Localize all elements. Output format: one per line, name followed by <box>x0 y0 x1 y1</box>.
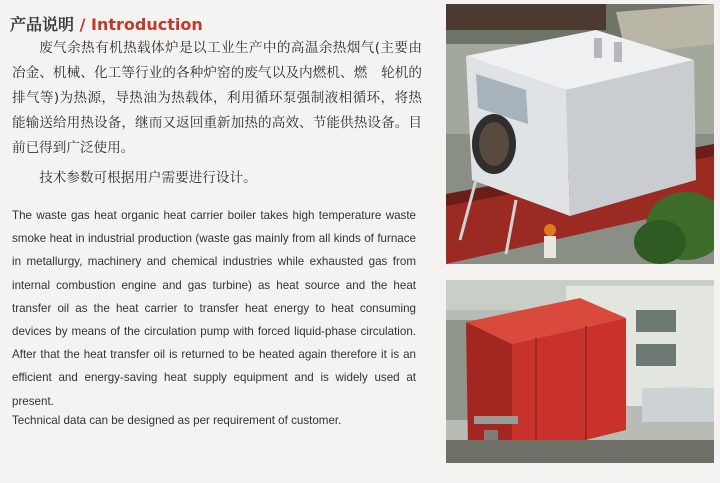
heading-separator: / <box>74 15 91 34</box>
section-heading <box>10 12 203 35</box>
heading-chinese: 产品说明 <box>10 15 75 34</box>
english-design-note: Technical data can be designed as per requirement of customer. <box>12 414 342 427</box>
photo-red-boiler-installation <box>446 280 714 463</box>
chinese-description: 废气余热有机热载体炉是以工业生产中的高温余热烟气(主要由冶金、机械、化工等行业的各种炉窑的废气以及内燃机、燃 轮机的排气等)为热源，导热油为热载体，利用循环泵强制液相循环，将热能输送给用热设备，继而又返回重新加热的高效、节能供热设备。目前已得到广泛使用。 <box>12 40 422 156</box>
english-description: The waste gas heat organic heat carrier boiler takes high temperature waste smoke heat in industrial production (waste gas mainly from all kinds of furnace in metallurgy, machinery and chemical industries while exhausted gas from internal combustion engine and gas turbine) as heat source and the heat transfer oil as the heat carrier to transfer heat energy to heat consuming devices by means of the circulation pump with forced liquid-phase circulation. After that the heat transfer oil is returned to be heated again therefore it is an efficient and energy-saving heat supply equipment and is widely used at present. <box>12 209 416 408</box>
heading-english: Introduction <box>91 15 203 34</box>
photo-silver-boiler-on-truck <box>446 4 714 264</box>
chinese-design-note: 技术参数可根据用户需要进行设计。 <box>39 170 257 186</box>
